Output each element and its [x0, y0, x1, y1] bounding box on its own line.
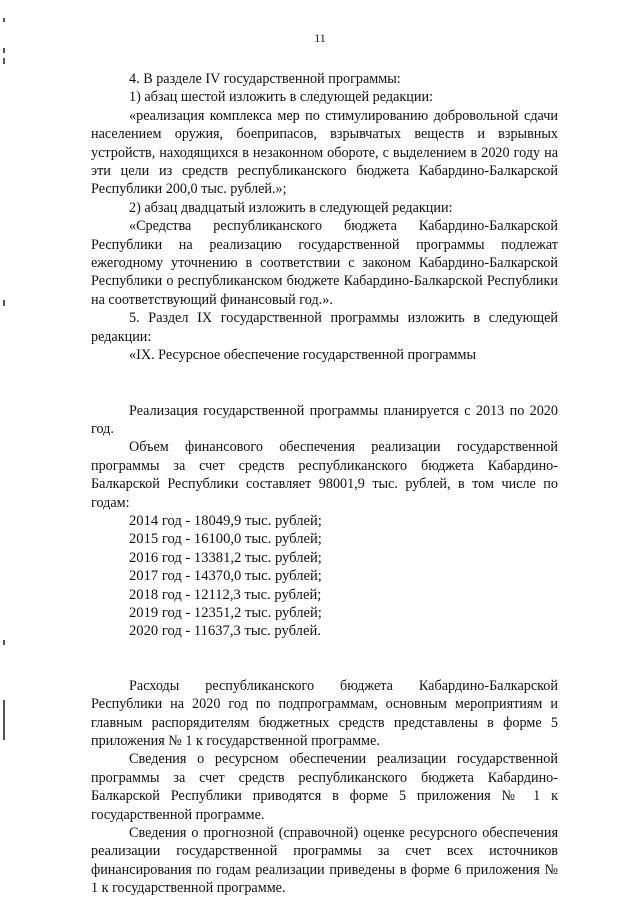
document-body	[91, 70, 558, 898]
resource-info-paragraph: Сведения о ресурсном обеспечении реализации государственной программы за счет средств республиканского бюджета Кабардино-Балкарской Республики приводятся в форме 5 приложения № 1 к государственной программе.	[91, 751, 558, 823]
list-item: 2017 год - 14370,0 тыс. рублей;	[129, 568, 322, 585]
scan-edge-marks	[0, 0, 12, 905]
section-item-4: 4. В разделе IV государственной программы:	[129, 71, 401, 87]
program-period-paragraph: Реализация государственной программы планируется с 2013 по 2020 год.	[91, 402, 558, 437]
subitem-1: 1) абзац шестой изложить в следующей редакции:	[129, 89, 434, 106]
list-item: 2019 год - 12351,2 тыс. рублей;	[129, 604, 322, 621]
list-item: 2015 год - 16100,0 тыс. рублей;	[129, 531, 322, 548]
expenses-paragraph: Расходы республиканского бюджета Кабардино-Балкарской Республики на 2020 год по подпрограммам, основным мероприятиям и главным распорядителям бюджетных средств представлены в форме 5 приложения № 1 к государственной программе.	[91, 677, 558, 749]
funding-volume-paragraph: Объем финансового обеспечения реализации государственной программы за счет средств республиканского бюджета Кабардино-Балкарской Республики составляет 98001,9 тыс. рублей, в том числе по годам:	[91, 439, 558, 511]
section-item-5: 5. Раздел IX государственной программы изложить в следующей редакции:	[91, 310, 558, 345]
forecast-info-paragraph: Сведения о прогнозной (справочной) оценке ресурсного обеспечения реализации государственной программы за счет всех источников финансирования по годам реализации приведены в форме 6 приложения № 1 к государственной программе.	[91, 825, 558, 897]
list-item: 2014 год - 18049,9 тыс. рублей;	[129, 512, 322, 529]
yearly-funding-list	[91, 512, 558, 641]
list-item: 2020 год - 11637,3 тыс. рублей.	[129, 623, 321, 640]
list-item: 2016 год - 13381,2 тыс. рублей;	[129, 549, 322, 566]
section-heading-ix: «IX. Ресурсное обеспечение государственной программы	[129, 347, 477, 364]
quote-paragraph-20: «Средства республиканского бюджета Кабардино-Балкарской Республики на реализацию государственной программы подлежат ежегодному уточнению в соответствии с законом Кабардино-Балкарской Республики о республиканском бюджете Кабардино-Балкарской Республики на соответствующий финансовый год.».	[91, 218, 558, 308]
quote-paragraph-6: «реализация комплекса мер по стимулированию добровольной сдачи населением оружия, боеприпасов, взрывчатых веществ и взрывных устройств, находящихся в незаконном обороте, с выделением в 2020 году на эти цели из средств республиканского бюджета Кабардино-Балкарской Республики 200,0 тыс. рублей.»;	[91, 107, 558, 198]
subitem-2: 2) абзац двадцатый изложить в следующей редакции:	[129, 199, 453, 216]
list-item: 2018 год - 12112,3 тыс. рублей;	[129, 586, 322, 603]
page-number: 11	[314, 31, 326, 45]
